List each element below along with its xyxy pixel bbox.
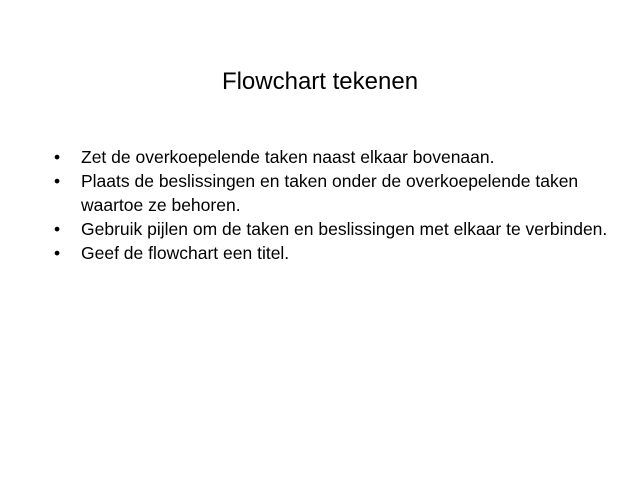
bullet-glyph: • bbox=[54, 147, 61, 167]
bullet-item bbox=[54, 217, 614, 241]
bullet-text: Plaats de beslissingen en taken onder de overkoepelende taken waartoe ze behoren. bbox=[81, 171, 579, 215]
bullet-glyph: • bbox=[54, 219, 61, 239]
bullet-text: Zet de overkoepelende taken naast elkaar bovenaan. bbox=[81, 147, 495, 167]
bullet-list bbox=[54, 145, 614, 265]
slide-title: Flowchart tekenen bbox=[221, 68, 419, 95]
bullet-item bbox=[54, 145, 614, 169]
bullet-text: Gebruik pijlen om de taken en beslissingen met elkaar te verbinden. bbox=[81, 219, 608, 239]
bullet-item bbox=[54, 241, 614, 265]
bullet-glyph: • bbox=[54, 171, 61, 191]
bullet-item bbox=[54, 169, 614, 217]
bullet-glyph: • bbox=[54, 243, 61, 263]
bullet-text: Geef de flowchart een titel. bbox=[81, 243, 290, 263]
